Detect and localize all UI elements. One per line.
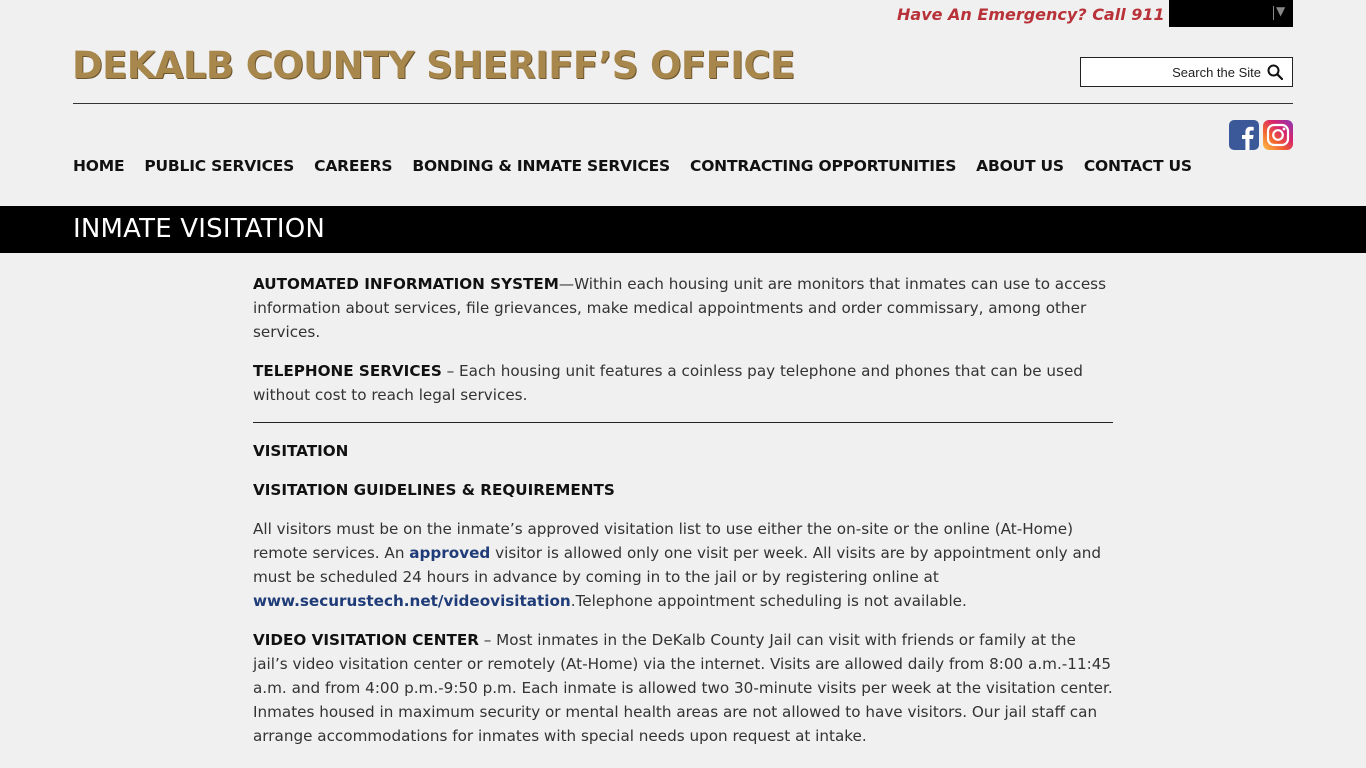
header-divider (73, 103, 1293, 104)
paragraph-guidelines (253, 517, 1115, 613)
paragraph-telephone (253, 359, 1115, 407)
page-title-bar (0, 206, 1366, 253)
main-nav (73, 157, 1212, 175)
facebook-icon[interactable] (1229, 120, 1259, 150)
nav-contact-us[interactable]: CONTACT US (1083, 157, 1192, 175)
instagram-icon[interactable] (1263, 120, 1293, 150)
search-form[interactable] (1080, 57, 1293, 87)
language-select[interactable] (1169, 0, 1293, 27)
nav-about-us[interactable]: ABOUT US (976, 157, 1064, 175)
approved-link[interactable]: approved (409, 544, 491, 562)
paragraph-automated-info (253, 272, 1115, 344)
nav-contracting-opportunities[interactable]: CONTRACTING OPPORTUNITIES (690, 157, 957, 175)
search-input[interactable] (1085, 62, 1261, 82)
paragraph-text: – Each housing unit features a coinless pay telephone and phones that can be used without cost to reach legal services. (253, 362, 1083, 404)
paragraph-video-visitation (253, 628, 1115, 748)
nav-bonding-inmate-services[interactable]: BONDING & INMATE SERVICES (412, 157, 671, 175)
page-title: INMATE VISITATION (73, 214, 326, 244)
paragraph-label: AUTOMATED INFORMATION SYSTEM (253, 275, 559, 293)
nav-careers[interactable]: CAREERS (314, 157, 393, 175)
paragraph-text: – Most inmates in the DeKalb County Jail can visit with friends or family at the jail’s video visitation center or remotely (At-Home) via the internet. Visits are allowed daily from 8:00 a.m.-11:45 a.m. and from 4:00 p.m.-9:50 p.m. Each inmate is allowed two 30-minute visits per week at the visitation center. Inmates housed in maximum security or mental health areas are not allowed to have visitors. Our jail staff can arrange accommodations for inmates with special needs upon request at intake. (253, 631, 1113, 745)
paragraph-label: VIDEO VISITATION CENTER (253, 631, 479, 649)
chevron-down-icon: ▼ (1276, 4, 1286, 18)
nav-public-services[interactable]: PUBLIC SERVICES (144, 157, 295, 175)
paragraph-text: .Telephone appointment scheduling is not available. (570, 592, 967, 610)
nav-home[interactable]: HOME (73, 157, 125, 175)
guidelines-heading: VISITATION GUIDELINES & REQUIREMENTS (253, 481, 615, 499)
paragraph-label: TELEPHONE SERVICES (253, 362, 442, 380)
top-bar (0, 0, 1366, 30)
site-logo[interactable]: DEKALB COUNTY SHERIFF’S OFFICE (72, 44, 795, 87)
paragraph-text: All visitors must be on the inmate’s approved visitation list to use either the on-site or the online (At-Home) remote services. An (253, 520, 1073, 562)
select-divider (1273, 6, 1274, 20)
visitation-heading: VISITATION (253, 442, 349, 460)
paragraph-text: —Within each housing unit are monitors that inmates can use to access information about services, file grievances, make medical appointments and order commissary, among other services. (253, 275, 1106, 341)
main-content (253, 272, 1115, 763)
paragraph-text: visitor is allowed only one visit per week. All visits are by appointment only and must be scheduled 24 hours in advance by coming in to the jail or by registering online at (253, 544, 1102, 586)
securus-link[interactable]: www.securustech.net/videovisitation (253, 592, 571, 610)
section-divider (253, 422, 1113, 423)
search-icon[interactable] (1267, 64, 1283, 80)
emergency-notice: Have An Emergency? Call 911 (897, 5, 1165, 24)
